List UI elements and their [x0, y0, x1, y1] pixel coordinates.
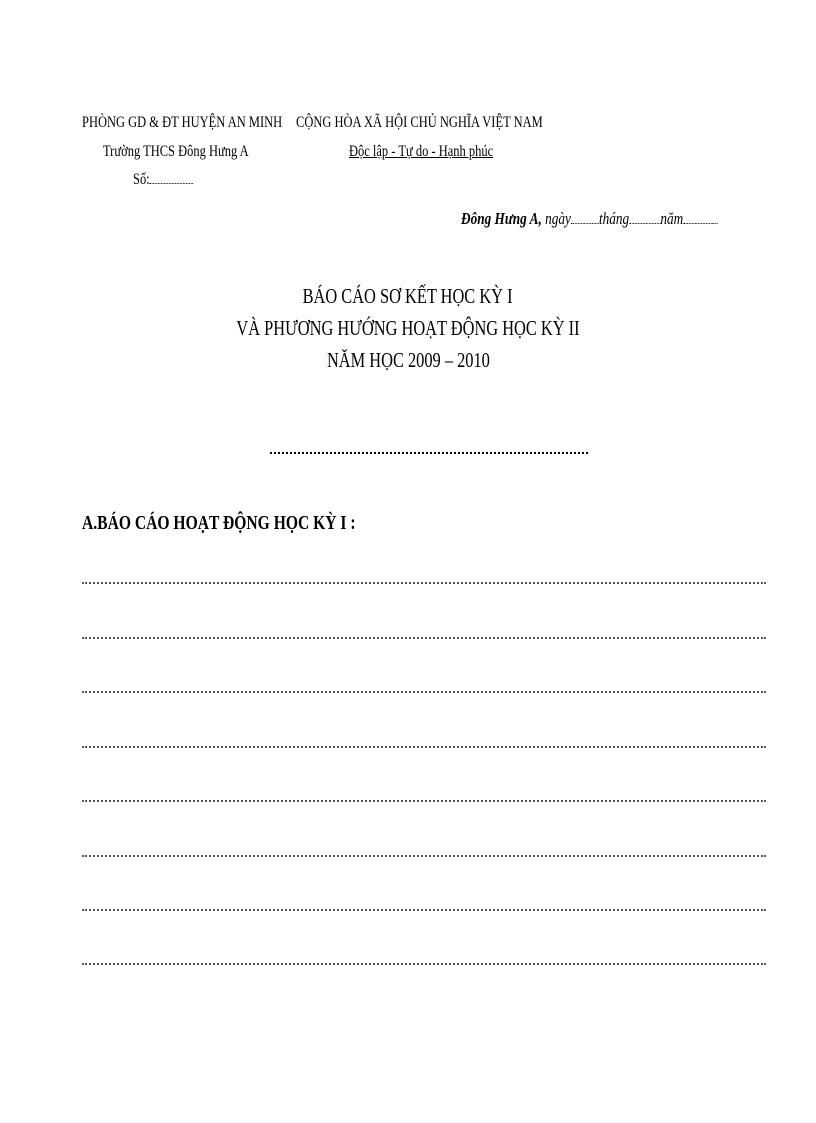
school-name: Trường THCS Đông Hưng A: [103, 143, 249, 160]
writing-line: [82, 800, 766, 802]
date-line: [461, 209, 790, 229]
report-title: [0, 280, 816, 376]
title-divider: [270, 452, 588, 454]
department-name: PHÒNG GD & ĐT HUYỆN AN MINH: [82, 114, 283, 131]
day-blank: [571, 222, 599, 224]
date-place: Đông Hưng A,: [461, 209, 542, 228]
number-label: Số:: [133, 171, 150, 188]
writing-line: [82, 582, 766, 584]
national-motto: Độc lập - Tự do - Hạnh phúc: [349, 143, 494, 160]
title-line-3: NĂM HỌC 2009 – 2010: [326, 348, 490, 372]
writing-line: [82, 909, 766, 911]
month-blank: [629, 222, 660, 224]
day-label: ngày: [545, 209, 571, 228]
year-label: năm: [660, 209, 684, 228]
writing-line: [82, 746, 766, 748]
nation-name: CỘNG HÒA XÃ HỘI CHỦ NGHĨA VIỆT NAM: [296, 114, 543, 131]
document-number: [133, 171, 210, 189]
writing-line: [82, 963, 766, 965]
writing-line: [82, 691, 766, 693]
section-a-heading: A.BÁO CÁO HOẠT ĐỘNG HỌC KỲ I :: [82, 512, 356, 534]
title-line-1: BÁO CÁO SƠ KẾT HỌC KỲ I: [303, 284, 513, 308]
writing-line: [82, 855, 766, 857]
number-blank: [150, 182, 194, 184]
writing-line: [82, 637, 766, 639]
year-blank: [683, 222, 717, 224]
month-label: tháng: [598, 209, 630, 228]
title-line-2: VÀ PHƯƠNG HƯỚNG HOẠT ĐỘNG HỌC KỲ II: [236, 316, 580, 340]
